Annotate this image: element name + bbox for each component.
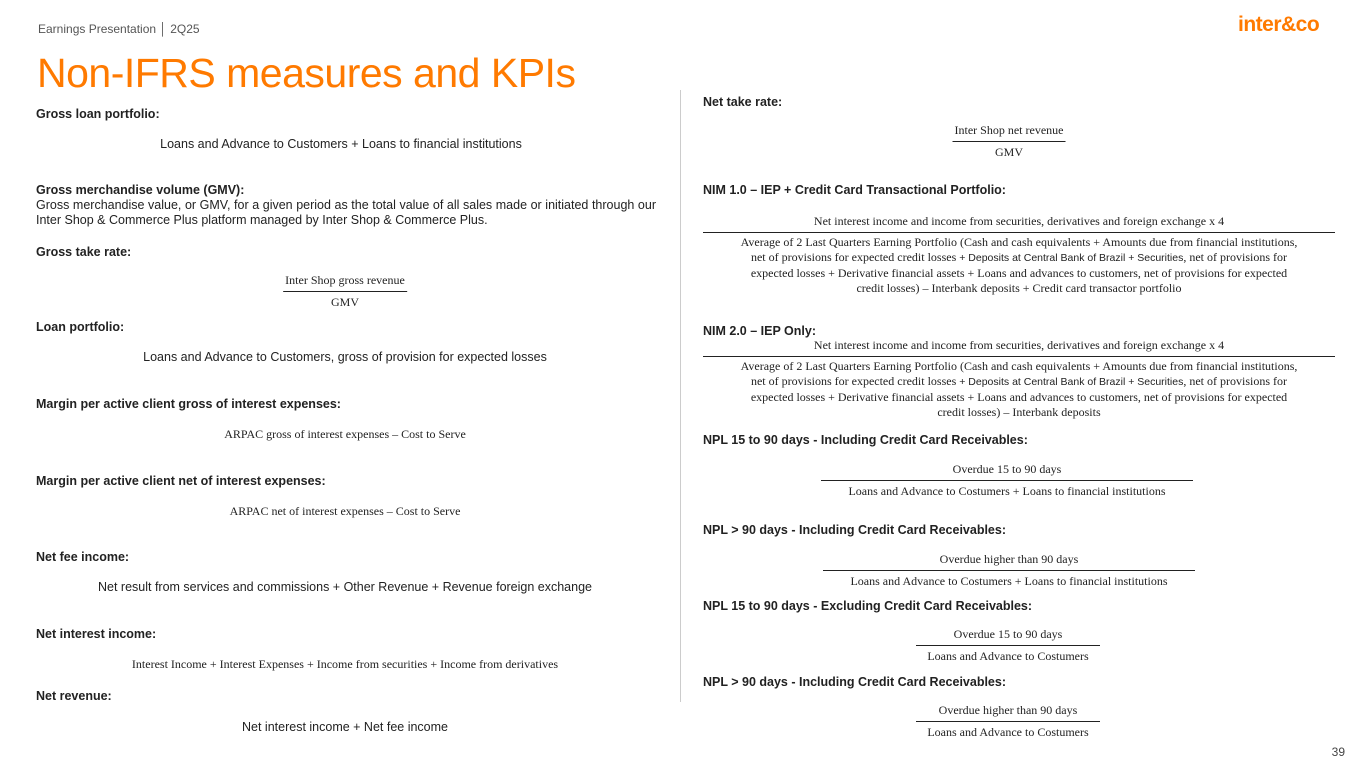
denominator-line: Average of 2 Last Quarters Earning Portfolio (Cash and cash equivalents + Amounts due from financial institutions, bbox=[740, 235, 1298, 249]
margin-gross-heading: Margin per active client gross of interest expenses: bbox=[36, 397, 341, 411]
page-title: Non-IFRS measures and KPIs bbox=[37, 50, 576, 96]
denominator-line: credit losses) – Interbank deposits bbox=[937, 405, 1101, 419]
nim1-heading: NIM 1.0 – IEP + Credit Card Transactional Portfolio: bbox=[703, 183, 1006, 197]
denominator-line: net of provisions for expected credit losses + Deposits at Central Bank of Brazil + Securities, net of provisions for bbox=[750, 374, 1288, 388]
fraction-denominator: GMV bbox=[330, 295, 360, 309]
npl90-incl-fraction bbox=[823, 552, 1195, 589]
fraction-numerator: Overdue higher than 90 days bbox=[938, 703, 1078, 717]
net-fee-heading: Net fee income: bbox=[36, 550, 130, 564]
gross-take-rate-fraction bbox=[283, 273, 407, 310]
gross-loan-heading: Gross loan portfolio: bbox=[36, 107, 160, 121]
nim2-heading: NIM 2.0 – IEP Only: bbox=[703, 324, 817, 338]
net-revenue-formula: Net interest income + Net fee income bbox=[242, 720, 448, 734]
npl90-incl-heading: NPL > 90 days - Including Credit Card Receivables: bbox=[703, 523, 1006, 537]
npl15-incl-fraction bbox=[821, 462, 1193, 499]
denominator-line: expected losses + Derivative financial assets + Loans and advances to customers, net of provisions for expected bbox=[750, 266, 1288, 280]
page-number: 39 bbox=[1331, 745, 1345, 759]
fraction-numerator: Inter Shop gross revenue bbox=[285, 273, 405, 287]
denominator-line: net of provisions for expected credit losses + Deposits at Central Bank of Brazil + Securities, net of provisions for bbox=[750, 250, 1288, 264]
fraction-numerator: Overdue 15 to 90 days bbox=[953, 627, 1063, 641]
fraction-denominator: Loans and Advance to Costumers + Loans to financial institutions bbox=[850, 574, 1168, 588]
fraction-denominator: Loans and Advance to Costumers + Loans to financial institutions bbox=[848, 484, 1166, 498]
net-take-rate-fraction bbox=[953, 123, 1066, 160]
npl90-incl2-fraction bbox=[916, 703, 1100, 740]
fraction-numerator: Overdue 15 to 90 days bbox=[952, 462, 1062, 476]
loan-portfolio-formula: Loans and Advance to Customers, gross of provision for expected losses bbox=[143, 350, 547, 364]
net-interest-heading: Net interest income: bbox=[36, 627, 157, 641]
npl90-incl2-heading: NPL > 90 days - Including Credit Card Receivables: bbox=[703, 675, 1006, 689]
npl15-excl-heading: NPL 15 to 90 days - Excluding Credit Card Receivables: bbox=[703, 599, 1033, 613]
fraction-numerator: Net interest income and income from securities, derivatives and foreign exchange x 4 bbox=[703, 338, 1335, 357]
margin-net-formula: ARPAC net of interest expenses – Cost to Serve bbox=[229, 504, 461, 518]
denominator-line: credit losses) – Interbank deposits + Credit card transactor portfolio bbox=[856, 281, 1182, 295]
fraction-numerator: Net interest income and income from securities, derivatives and foreign exchange x 4 bbox=[703, 214, 1335, 233]
npl15-incl-heading: NPL 15 to 90 days - Including Credit Card Receivables: bbox=[703, 433, 1028, 447]
npl15-excl-fraction bbox=[916, 627, 1100, 664]
net-take-rate-heading: Net take rate: bbox=[703, 95, 783, 109]
fraction-numerator: Overdue higher than 90 days bbox=[939, 552, 1079, 566]
fraction-denominator bbox=[703, 357, 1335, 420]
loan-portfolio-heading: Loan portfolio: bbox=[36, 320, 125, 334]
fraction-denominator: Loans and Advance to Costumers bbox=[927, 725, 1089, 739]
gross-take-rate-heading: Gross take rate: bbox=[36, 245, 132, 259]
fraction-denominator bbox=[703, 233, 1335, 296]
net-revenue-heading: Net revenue: bbox=[36, 689, 112, 703]
gmv-heading: Gross merchandise volume (GMV): bbox=[36, 183, 245, 197]
nim2-fraction bbox=[703, 338, 1335, 420]
fraction-denominator: GMV bbox=[994, 145, 1023, 159]
denominator-line: Average of 2 Last Quarters Earning Portfolio (Cash and cash equivalents + Amounts due from financial institutions, bbox=[740, 359, 1298, 373]
margin-net-heading: Margin per active client net of interest expenses: bbox=[36, 474, 326, 488]
fraction-numerator: Inter Shop net revenue bbox=[954, 123, 1064, 137]
net-fee-formula: Net result from services and commissions + Other Revenue + Revenue foreign exchange bbox=[98, 580, 592, 594]
column-divider bbox=[680, 90, 681, 702]
presentation-label: Earnings Presentation │ 2Q25 bbox=[38, 22, 200, 36]
company-logo: inter&co bbox=[1238, 13, 1320, 36]
margin-gross-formula: ARPAC gross of interest expenses – Cost to Serve bbox=[224, 427, 466, 441]
fraction-denominator: Loans and Advance to Costumers bbox=[927, 649, 1089, 663]
nim1-fraction bbox=[703, 214, 1335, 296]
gmv-description: Gross merchandise value, or GMV, for a given period as the total value of all sales made or initiated through our Inter Shop & Commerce Plus platform managed by Inter Shop & Commerce Plus. bbox=[36, 198, 656, 227]
denominator-line: expected losses + Derivative financial assets + Loans and advances to customers, net of provisions for expected bbox=[750, 390, 1288, 404]
gross-loan-formula: Loans and Advance to Customers + Loans to financial institutions bbox=[160, 137, 522, 151]
net-interest-formula: Interest Income + Interest Expenses + Income from securities + Income from derivatives bbox=[131, 657, 559, 671]
